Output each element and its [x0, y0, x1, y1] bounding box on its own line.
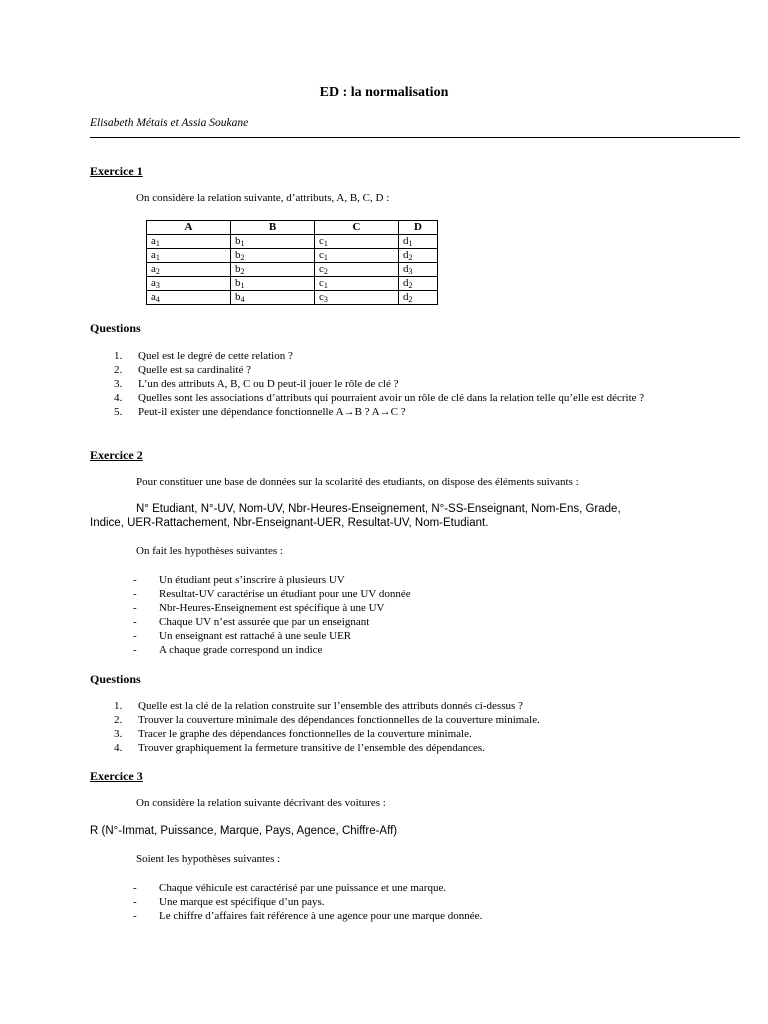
- table-cell: [231, 263, 315, 277]
- cell-subscript: 2: [323, 267, 328, 276]
- cell-subscript: 2: [240, 267, 245, 276]
- cell-subscript: 1: [408, 239, 413, 248]
- cell-value: d: [403, 291, 409, 303]
- cell-subscript: 2: [155, 267, 160, 276]
- exercise3-relation: R (N°-Immat, Puissance, Marque, Pays, Agence, Chiffre-Aff): [90, 825, 398, 837]
- hypothesis-item: [133, 643, 411, 657]
- question-text: Peut-il exister une dépendance fonctionnelle A→B ? A→C ?: [138, 406, 406, 418]
- question-number: 1.: [114, 700, 123, 712]
- cell-subscript: 4: [155, 295, 160, 304]
- table-header-cell: B: [231, 221, 315, 235]
- hypothesis-text: A chaque grade correspond un indice: [159, 644, 323, 656]
- cell-value: b: [235, 277, 241, 289]
- table-cell: [231, 249, 315, 263]
- dash-bullet: -: [133, 616, 137, 628]
- question-text: Trouver graphiquement la fermeture transitive de l’ensemble des dépendances.: [138, 742, 485, 754]
- table-cell: [315, 277, 399, 291]
- authors: Elisabeth Métais et Assia Soukane: [90, 117, 249, 129]
- exercise1-questions-list: [110, 349, 690, 419]
- cell-value: c: [319, 277, 324, 289]
- question-item: [110, 727, 690, 741]
- exercise1-heading: Exercice 1: [90, 164, 143, 178]
- hypothesis-text: Nbr-Heures-Enseignement est spécifique à une UV: [159, 602, 385, 614]
- question-text: L’un des attributs A, B, C ou D peut-il jouer le rôle de clé ?: [138, 378, 399, 390]
- table-cell: [315, 263, 399, 277]
- hypothesis-text: Un enseignant est rattaché à une seule UER: [159, 630, 352, 642]
- question-item: [110, 741, 690, 755]
- exercise2-attributes-line2: Indice, UER-Rattachement, Nbr-Enseignant-UER, Resultat-UV, Nom-Etudiant.: [90, 517, 489, 529]
- table-cell: [399, 249, 438, 263]
- dash-bullet: -: [133, 882, 137, 894]
- cell-value: c: [319, 291, 324, 303]
- table-header-cell: A: [147, 221, 231, 235]
- cell-subscript: 1: [155, 239, 160, 248]
- hypothesis-item: [133, 601, 411, 615]
- table-cell: [231, 277, 315, 291]
- cell-value: d: [403, 277, 409, 289]
- question-number: 4.: [114, 742, 123, 754]
- cell-value: c: [319, 235, 324, 247]
- cell-subscript: 2: [240, 253, 245, 262]
- question-number: 3.: [114, 378, 123, 390]
- table-row: [147, 263, 438, 277]
- question-number: 4.: [114, 392, 123, 404]
- exercise1-questions-heading: Questions: [90, 321, 141, 335]
- cell-value: c: [319, 249, 324, 261]
- question-item: [110, 363, 690, 377]
- question-item: [110, 391, 690, 405]
- table-row: [147, 235, 438, 249]
- hypothesis-item: [133, 573, 411, 587]
- hypothesis-text: Resultat-UV caractérise un étudiant pour une UV donnée: [159, 588, 411, 600]
- table-row: [147, 277, 438, 291]
- hypothesis-text: Un étudiant peut s’inscrire à plusieurs UV: [159, 574, 345, 586]
- hypothesis-text: Une marque est spécifique d’un pays.: [159, 896, 325, 908]
- question-item: [110, 699, 690, 713]
- dash-bullet: -: [133, 644, 137, 656]
- table-row: [147, 249, 438, 263]
- table-header-cell: C: [315, 221, 399, 235]
- question-number: 1.: [114, 350, 123, 362]
- table-cell: [315, 235, 399, 249]
- exercise2-hypotheses-list: [133, 573, 411, 657]
- table-header-row: [147, 221, 438, 235]
- hypothesis-text: Le chiffre d’affaires fait référence à une agence pour une marque donnée.: [159, 910, 483, 922]
- exercise3-hypotheses-list: [133, 881, 482, 923]
- question-number: 3.: [114, 728, 123, 740]
- exercise3-hypotheses-intro: Soient les hypothèses suivantes :: [136, 853, 281, 865]
- table-header-cell: D: [399, 221, 438, 235]
- hypothesis-item: [133, 587, 411, 601]
- exercise2-questions-heading: Questions: [90, 672, 141, 686]
- table-cell: [315, 249, 399, 263]
- exercise2-attributes-line1: N° Etudiant, N°-UV, Nom-UV, Nbr-Heures-Enseignement, N°-SS-Enseignant, Nom-Ens, Grade,: [136, 503, 621, 515]
- question-number: 2.: [114, 714, 123, 726]
- cell-subscript: 3: [408, 267, 413, 276]
- document-title: ED : la normalisation: [319, 85, 449, 100]
- cell-subscript: 2: [408, 281, 413, 290]
- exercise1-intro: On considère la relation suivante, d’attributs, A, B, C, D :: [136, 192, 390, 204]
- dash-bullet: -: [133, 602, 137, 614]
- table-cell: [399, 291, 438, 305]
- hypothesis-item: [133, 615, 411, 629]
- hypothesis-item: [133, 881, 482, 895]
- dash-bullet: -: [133, 630, 137, 642]
- table-cell: [147, 249, 231, 263]
- cell-value: b: [235, 263, 241, 275]
- dash-bullet: -: [133, 910, 137, 922]
- cell-subscript: 1: [155, 253, 160, 262]
- cell-subscript: 2: [408, 253, 413, 262]
- question-text: Trouver la couverture minimale des dépendances fonctionnelles de la couverture minimale.: [138, 714, 540, 726]
- table-cell: [231, 235, 315, 249]
- table-cell: [231, 291, 315, 305]
- cell-value: d: [403, 263, 409, 275]
- question-text: Tracer le graphe des dépendances fonctionnelles de la couverture minimale.: [138, 728, 472, 740]
- cell-value: d: [403, 249, 409, 261]
- exercise2-intro: Pour constituer une base de données sur la scolarité des etudiants, on dispose des éléments suivants :: [136, 476, 579, 488]
- cell-value: a: [151, 277, 156, 289]
- question-text: Quelle est la clé de la relation construite sur l’ensemble des attributs donnés ci-dessus ?: [138, 700, 523, 712]
- question-text: Quelle est sa cardinalité ?: [138, 364, 252, 376]
- cell-value: b: [235, 249, 241, 261]
- cell-value: b: [235, 291, 241, 303]
- question-number: 2.: [114, 364, 123, 376]
- table-cell: [147, 263, 231, 277]
- cell-subscript: 1: [323, 239, 328, 248]
- question-number: 5.: [114, 406, 123, 418]
- hypothesis-text: Chaque véhicule est caractérisé par une puissance et une marque.: [159, 882, 447, 894]
- cell-value: d: [403, 235, 409, 247]
- cell-subscript: 1: [323, 281, 328, 290]
- table-cell: [399, 277, 438, 291]
- question-item: [110, 713, 690, 727]
- table-row: [147, 291, 438, 305]
- hypothesis-item: [133, 895, 482, 909]
- dash-bullet: -: [133, 896, 137, 908]
- table-cell: [315, 291, 399, 305]
- dash-bullet: -: [133, 588, 137, 600]
- question-text: Quel est le degré de cette relation ?: [138, 350, 293, 362]
- relation-table: [146, 220, 438, 305]
- exercise3-heading: Exercice 3: [90, 769, 143, 783]
- question-text: Quelles sont les associations d’attributs qui pourraient avoir un rôle de clé dans la relation telle qu’elle est décrite ?: [138, 392, 645, 404]
- table-cell: [147, 291, 231, 305]
- hypothesis-item: [133, 629, 411, 643]
- question-item: [110, 349, 690, 363]
- question-item: [110, 377, 690, 391]
- cell-subscript: 4: [240, 295, 245, 304]
- cell-value: a: [151, 263, 156, 275]
- cell-subscript: 2: [408, 295, 413, 304]
- question-item: [110, 405, 690, 419]
- table-cell: [147, 235, 231, 249]
- cell-subscript: 3: [323, 295, 328, 304]
- hypothesis-text: Chaque UV n’est assurée que par un enseignant: [159, 616, 370, 628]
- table-cell: [147, 277, 231, 291]
- exercise2-hypotheses-intro: On fait les hypothèses suivantes :: [136, 545, 283, 557]
- table-cell: [399, 235, 438, 249]
- hypothesis-item: [133, 909, 482, 923]
- cell-subscript: 1: [323, 253, 328, 262]
- dash-bullet: -: [133, 574, 137, 586]
- cell-value: a: [151, 235, 156, 247]
- cell-value: a: [151, 291, 156, 303]
- cell-subscript: 3: [155, 281, 160, 290]
- exercise3-intro: On considère la relation suivante décrivant des voitures :: [136, 797, 386, 809]
- cell-value: a: [151, 249, 156, 261]
- cell-subscript: 1: [240, 239, 245, 248]
- header-rule: [90, 137, 740, 138]
- exercise2-heading: Exercice 2: [90, 448, 143, 462]
- cell-value: b: [235, 235, 241, 247]
- cell-value: c: [319, 263, 324, 275]
- table-cell: [399, 263, 438, 277]
- exercise2-questions-list: [110, 699, 690, 755]
- cell-subscript: 1: [240, 281, 245, 290]
